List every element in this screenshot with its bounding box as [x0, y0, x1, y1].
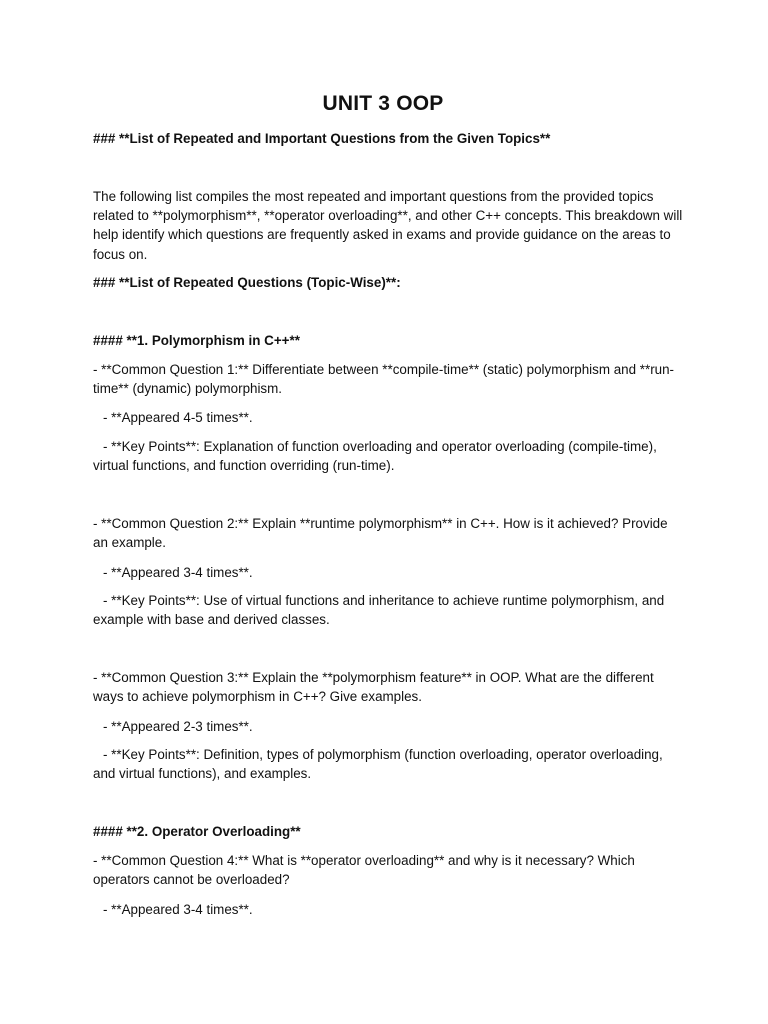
- section-1-heading: #### **1. Polymorphism in C++**: [93, 333, 300, 348]
- question-2: - **Common Question 2:** Explain **runtime polymorphism** in C++. How is it achieved? Provide an example.: [93, 516, 668, 551]
- document-title: UNIT 3 OOP: [322, 92, 444, 115]
- section-2-heading: #### **2. Operator Overloading**: [93, 824, 301, 839]
- question-1-appeared: - **Appeared 4-5 times**.: [103, 410, 253, 425]
- question-3-key-points: - **Key Points**: Definition, types of polymorphism (function overloading, operator overloading, and virtual functions), and examples.: [93, 747, 663, 782]
- question-2-key-points: - **Key Points**: Use of virtual functions and inheritance to achieve runtime polymorphism, and example with base and derived classes.: [93, 593, 665, 628]
- question-4-appeared: - **Appeared 3-4 times**.: [103, 902, 253, 917]
- question-4: - **Common Question 4:** What is **operator overloading** and why is it necessary? Which operators cannot be overloaded?: [93, 853, 635, 888]
- heading-topic-wise: ### **List of Repeated Questions (Topic-Wise)**:: [93, 275, 401, 290]
- intro-paragraph: The following list compiles the most repeated and important questions from the provided topics related to **polymorphism**, **operator overloading**, and other C++ concepts. This breakdown will help identify which questions are frequently asked in exams and provide guidance on the areas to focus on.: [93, 189, 683, 262]
- question-2-appeared: - **Appeared 3-4 times**.: [103, 565, 253, 580]
- question-3: - **Common Question 3:** Explain the **polymorphism feature** in OOP. What are the different ways to achieve polymorphism in C++? Give examples.: [93, 670, 654, 705]
- question-3-appeared: - **Appeared 2-3 times**.: [103, 719, 253, 734]
- question-1-key-points: - **Key Points**: Explanation of function overloading and operator overloading (compile-time), virtual functions, and function overriding (run-time).: [93, 439, 657, 474]
- heading-important-questions: ### **List of Repeated and Important Questions from the Given Topics**: [93, 131, 551, 146]
- question-1: - **Common Question 1:** Differentiate between **compile-time** (static) polymorphism and **run-time** (dynamic) polymorphism.: [93, 362, 675, 397]
